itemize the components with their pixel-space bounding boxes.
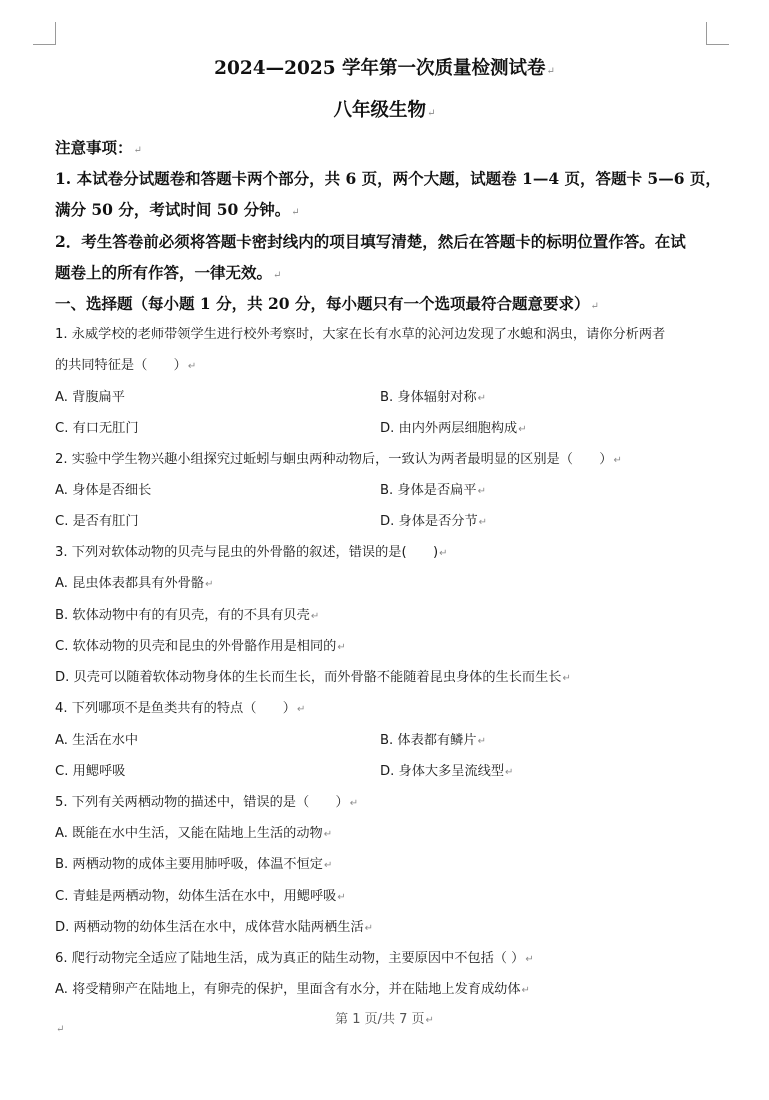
question-3-option-a: A. 昆虫体表都具有外骨骼↵ <box>55 576 214 591</box>
question-1-line-1: 1. 永威学校的老师带领学生进行校外考察时，大家在长有水草的沁河边发现了水螅和涡虫，请你分析两者 <box>55 327 666 342</box>
question-5-option-c: C. 青蛙是两栖动物，幼体生活在水中，用鳃呼吸↵ <box>55 889 346 904</box>
question-2-option-b: B. 身体是否扁平↵ <box>380 483 486 498</box>
question-4-option-a: A. 生活在水中 <box>55 733 139 748</box>
notice-item-2-line-2: 题卷上的所有作答，一律无效。↵ <box>55 263 282 282</box>
question-5-option-a: A. 既能在水中生活，又能在陆地上生活的动物↵ <box>55 826 333 841</box>
question-5-stem: 5. 下列有关两栖动物的描述中，错误的是（ ）↵ <box>55 795 359 810</box>
question-3-stem: 3. 下列对软体动物的贝壳与昆虫的外骨骼的叙述，错误的是( )↵ <box>55 545 448 560</box>
question-4-option-c: C. 用鳃呼吸 <box>55 764 126 779</box>
question-3-option-b: B. 软体动物中有的有贝壳，有的不具有贝壳↵ <box>55 608 320 623</box>
question-1-option-b: B. 身体辐射对称↵ <box>380 390 486 405</box>
page-subtitle: 八年级生物↵ <box>333 100 436 121</box>
end-paragraph-mark: ↵ <box>56 1024 65 1035</box>
question-1-line-2: 的共同特征是（ ）↵ <box>55 358 197 373</box>
question-5-option-d: D. 两栖动物的幼体生活在水中，成体营水陆两栖生活↵ <box>55 920 374 935</box>
question-2-option-d: D. 身体是否分节↵ <box>380 514 488 529</box>
question-2-option-a: A. 身体是否细长 <box>55 483 152 498</box>
question-6-option-a: A. 将受精卵产在陆地上，有卵壳的保护，里面含有水分，并在陆地上发育成幼体↵ <box>55 982 530 997</box>
question-4-option-d: D. 身体大多呈流线型↵ <box>380 764 514 779</box>
question-6-stem: 6. 爬行动物完全适应了陆地生活，成为真正的陆生动物，主要原因中不包括（ ）↵ <box>55 951 534 966</box>
question-1-option-a: A. 背腹扁平 <box>55 390 125 405</box>
question-3-option-c: C. 软体动物的贝壳和昆虫的外骨骼作用是相同的↵ <box>55 639 346 654</box>
question-2-option-c: C. 是否有肛门 <box>55 514 139 529</box>
question-1-option-c: C. 有口无肛门 <box>55 421 139 436</box>
question-3-option-d: D. 贝壳可以随着软体动物身体的生长而生长，而外骨骼不能随着昆虫身体的生长而生长↵ <box>55 670 571 685</box>
question-5-option-b: B. 两栖动物的成体主要用肺呼吸，体温不恒定↵ <box>55 857 333 872</box>
notice-heading: 注意事项：↵ <box>55 138 142 157</box>
question-4-stem: 4. 下列哪项不是鱼类共有的特点（ ）↵ <box>55 701 306 716</box>
crop-mark-top-left <box>33 22 56 45</box>
question-4-option-b: B. 体表都有鳞片↵ <box>380 733 486 748</box>
crop-mark-top-right <box>706 22 729 45</box>
notice-item-1-line-2: 满分 50 分，考试时间 50 分钟。↵ <box>55 200 300 219</box>
notice-item-2-line-1: 2．考生答卷前必须将答题卡密封线内的项目填写清楚，然后在答题卡的标明位置作答。在试 <box>55 232 686 251</box>
notice-item-1-line-1: 1. 本试卷分试题卷和答题卡两个部分，共 6 页，两个大题，试题卷 1—4 页，答题卡 5—6 页， <box>55 169 721 188</box>
question-2-stem: 2. 实验中学生物兴趣小组探究过蚯蚓与蛔虫两种动物后，一致认为两者最明显的区别是（ ）↵ <box>55 452 622 467</box>
question-1-option-d: D. 由内外两层细胞构成↵ <box>380 421 527 436</box>
page-title: 2024—2025 学年第一次质量检测试卷↵ <box>214 58 555 79</box>
page-footer: 第 1 页/共 7 页↵ <box>335 1012 434 1027</box>
section-heading-choice: 一、选择题（每小题 1 分，共 20 分，每小题只有一个选项最符合题意要求）↵ <box>55 294 599 313</box>
